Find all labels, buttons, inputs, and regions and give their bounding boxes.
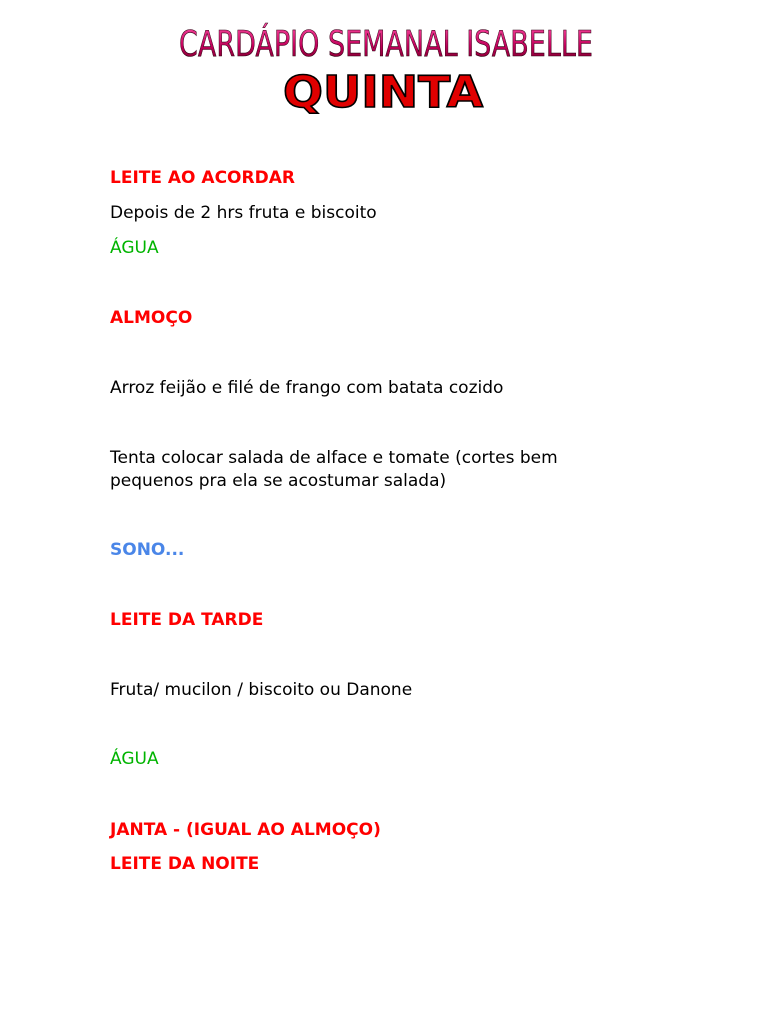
page-title: CARDÁPIO SEMANAL ISABELLE (179, 24, 732, 65)
item-agua: ÁGUA (110, 238, 159, 258)
section-leite-noite: LEITE DA NOITE (110, 854, 260, 874)
document-header (0, 0, 768, 120)
item-salada-line-2: pequenos pra ela se acostumar salada) (110, 471, 447, 491)
item-salada-line-1: Tenta colocar salada de alface e tomate (cortes bem (110, 448, 558, 468)
item-almoco-prato: Arroz feijão e filé de frango com batata cozido (110, 378, 504, 398)
section-leite-tarde: LEITE DA TARDE (110, 610, 264, 630)
item-lanche-tarde: Fruta/ mucilon / biscoito ou Danone (110, 680, 413, 700)
header-wordart (0, 0, 768, 120)
item-agua-tarde: ÁGUA (110, 749, 159, 769)
section-almoco: ALMOÇO (110, 308, 193, 328)
section-sono: SONO... (110, 540, 185, 560)
item-depois-2hrs: Depois de 2 hrs fruta e biscoito (110, 203, 377, 223)
section-leite-acordar: LEITE AO ACORDAR (110, 168, 295, 188)
day-title: QUINTA (283, 67, 483, 118)
section-janta: JANTA - (IGUAL AO ALMOÇO) (110, 820, 381, 840)
